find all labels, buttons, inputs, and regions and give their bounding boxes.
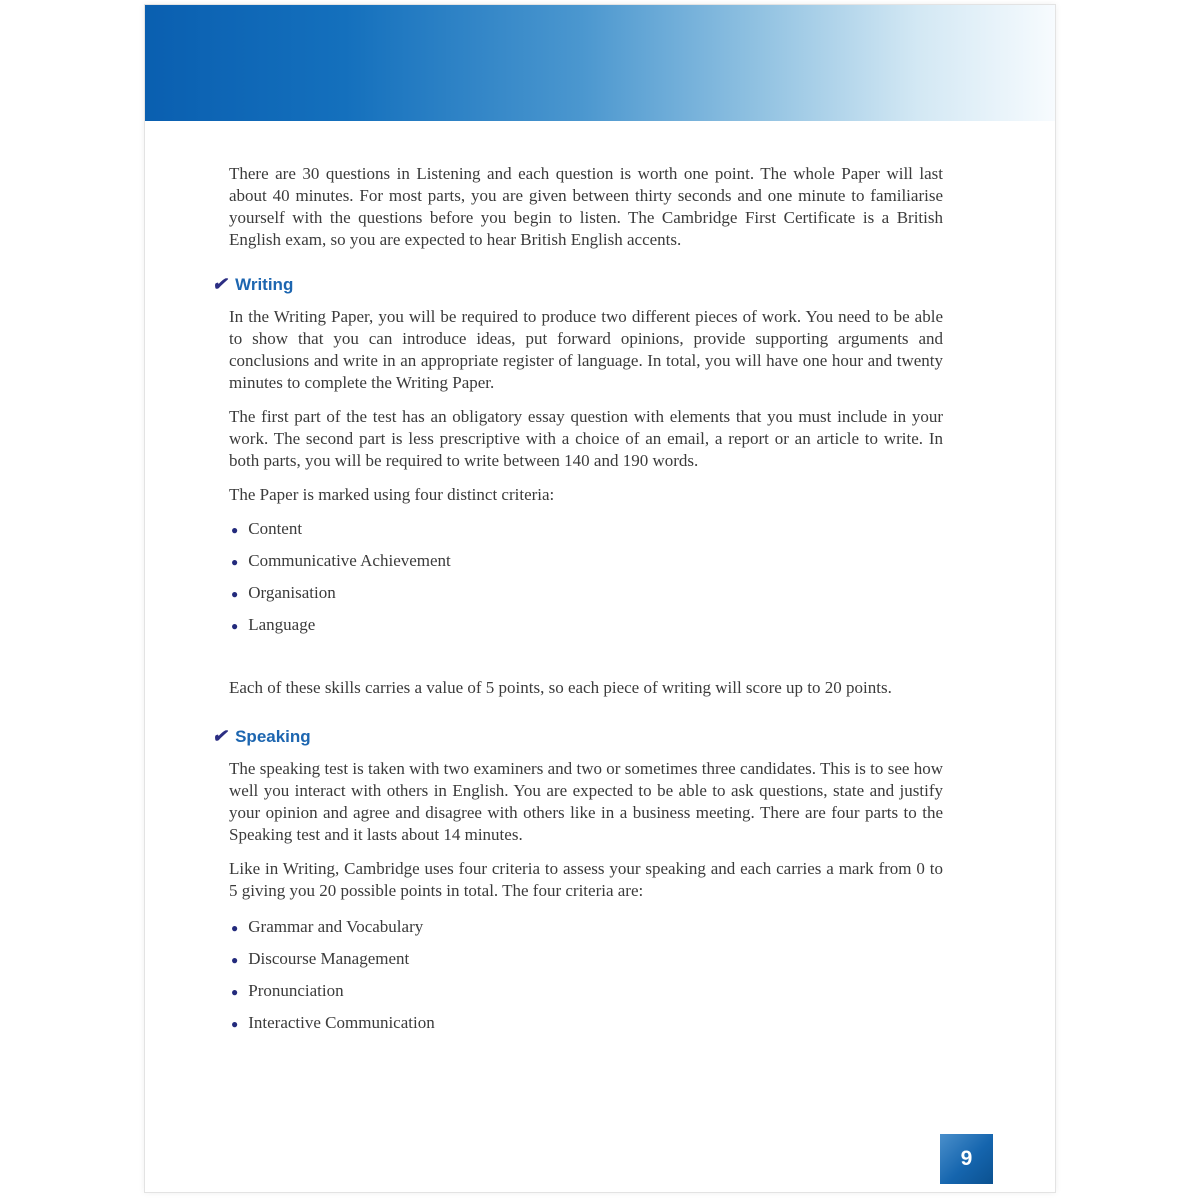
bullet-icon: ● bbox=[231, 1017, 239, 1031]
list-item-label: Discourse Management bbox=[248, 949, 410, 968]
list-item-label: Interactive Communication bbox=[248, 1013, 435, 1032]
bullet-icon: ● bbox=[231, 953, 239, 967]
list-item-label: Language bbox=[248, 615, 316, 634]
list-item-label: Pronunciation bbox=[248, 981, 344, 1000]
bullet-icon: ● bbox=[231, 555, 239, 569]
speaking-paragraph-2: Like in Writing, Cambridge uses four criteria to assess your speaking and each carries a mark from 0 to 5 giving you 20 possible points in total. The four criteria are: bbox=[229, 859, 943, 900]
list-item bbox=[231, 518, 943, 541]
writing-paragraph-2: The first part of the test has an obligatory essay question with elements that you must include in your work. The second part is less prescriptive with a choice of an email, a report or an article to write. In both parts, you will be required to write between 140 and 190 words. bbox=[229, 407, 943, 470]
list-item bbox=[231, 550, 943, 573]
list-item bbox=[231, 980, 943, 1003]
list-item-label: Communicative Achievement bbox=[248, 551, 451, 570]
writing-criteria-list bbox=[229, 518, 943, 637]
bullet-icon: ● bbox=[231, 619, 239, 633]
heading-writing-label: Writing bbox=[235, 275, 294, 294]
heading-speaking bbox=[212, 725, 943, 748]
list-item bbox=[231, 948, 943, 971]
writing-closing-paragraph: Each of these skills carries a value of 5 points, so each piece of writing will score up to 20 points. bbox=[229, 678, 892, 697]
list-item bbox=[231, 614, 943, 637]
list-item bbox=[231, 1012, 943, 1035]
document-page bbox=[144, 4, 1056, 1193]
intro-paragraph: There are 30 questions in Listening and each question is worth one point. The whole Paper will last about 40 minutes. For most parts, you are given between thirty seconds and one minute to familiarise yourself with the questions before you begin to listen. The Cambridge First Certificate is a British English exam, so you are expected to hear British English accents. bbox=[229, 164, 943, 249]
list-item bbox=[231, 582, 943, 605]
bullet-icon: ● bbox=[231, 523, 239, 537]
heading-writing bbox=[212, 273, 943, 296]
writing-paragraph-1: In the Writing Paper, you will be required to produce two different pieces of work. You need to be able to show that you can introduce ideas, put forward opinions, provide supporting arguments and conclusions and write in an appropriate register of language. In total, you will have one hour and twenty minutes to complete the Writing Paper. bbox=[229, 307, 943, 392]
list-item-label: Content bbox=[248, 519, 303, 538]
bullet-icon: ● bbox=[231, 587, 239, 601]
speaking-paragraph-1: The speaking test is taken with two examiners and two or sometimes three candidates. This is to see how well you interact with others in English. You are expected to be able to ask questions, state and justify your opinion and agree and disagree with others like in a business meeting. There are four parts to the Speaking test and it lasts about 14 minutes. bbox=[229, 759, 943, 844]
bullet-icon: ● bbox=[231, 985, 239, 999]
header-band bbox=[145, 5, 1055, 121]
speaking-criteria-list bbox=[229, 916, 943, 1035]
check-icon: ✔ bbox=[212, 274, 228, 294]
bullet-icon: ● bbox=[231, 921, 239, 935]
list-item bbox=[231, 916, 943, 939]
list-item-label: Organisation bbox=[248, 583, 336, 602]
check-icon: ✔ bbox=[212, 726, 228, 746]
heading-speaking-label: Speaking bbox=[235, 727, 311, 746]
page-number-badge: 9 bbox=[940, 1134, 993, 1184]
list-item-label: Grammar and Vocabulary bbox=[248, 917, 424, 936]
page-content bbox=[145, 121, 1055, 1044]
writing-criteria-intro: The Paper is marked using four distinct criteria: bbox=[229, 485, 555, 504]
